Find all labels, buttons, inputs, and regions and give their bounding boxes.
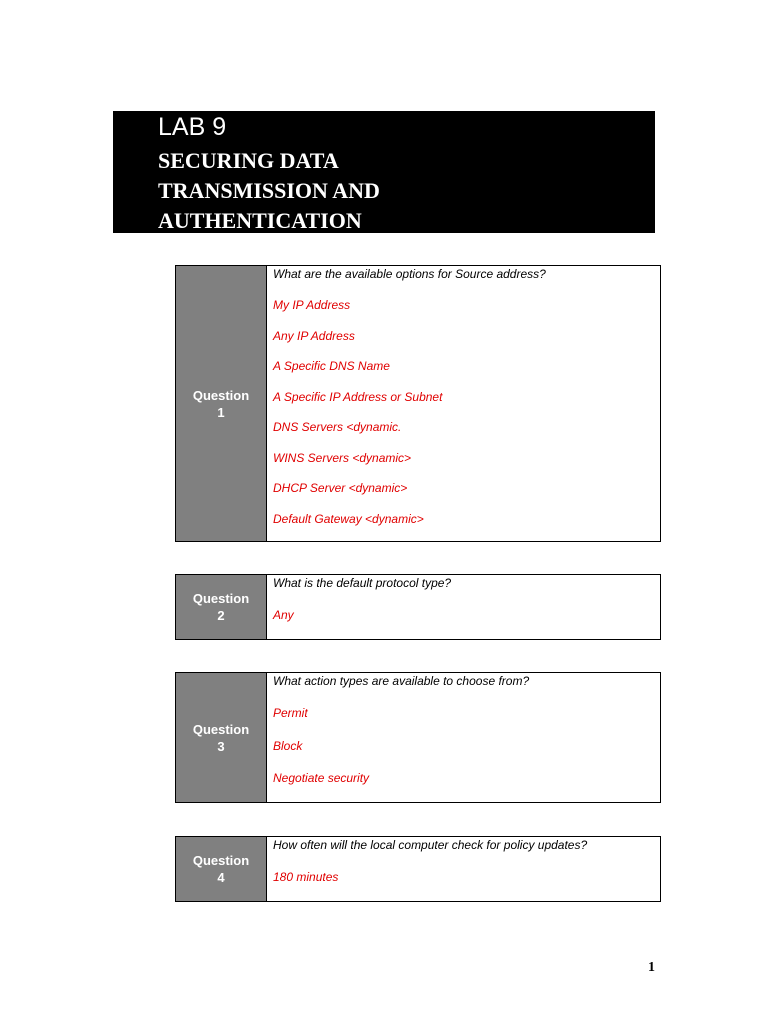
question-text: How often will the local computer check for policy updates? — [273, 838, 588, 852]
lab-title-line: SECURING DATA — [158, 148, 339, 173]
lab-title-line: TRANSMISSION AND — [158, 178, 380, 203]
question-label: Question — [192, 853, 250, 868]
answer-item: Default Gateway <dynamic> — [273, 512, 424, 526]
question-2-label-cell — [176, 575, 267, 639]
lab-header-banner — [113, 111, 655, 233]
question-number: 2 — [217, 608, 225, 623]
question-label: Question — [192, 721, 250, 737]
question-number: 3 — [217, 738, 225, 754]
question-1-content-cell — [267, 266, 660, 541]
question-1-table — [175, 265, 661, 542]
answer-item: Negotiate security — [273, 771, 370, 785]
page-number: 1 — [648, 960, 655, 975]
answer-item: Permit — [273, 706, 308, 720]
answer-item: A Specific DNS Name — [273, 359, 390, 373]
question-text: What action types are available to choose from? — [273, 674, 530, 688]
question-label: Question — [192, 591, 250, 606]
question-4-content-cell — [267, 837, 660, 901]
question-number: 4 — [217, 870, 225, 885]
question-text: What is the default protocol type? — [273, 576, 452, 590]
lab-number: LAB 9 — [158, 113, 227, 141]
question-3-label-cell — [176, 673, 267, 802]
question-3-table — [175, 672, 661, 803]
answer-item: DNS Servers <dynamic. — [273, 420, 402, 434]
question-label: Question — [192, 387, 250, 403]
question-2-table — [175, 574, 661, 640]
answer-item: 180 minutes — [273, 870, 339, 884]
answer-item: My IP Address — [273, 298, 351, 312]
answer-item: Any — [273, 608, 294, 622]
question-4-table — [175, 836, 661, 902]
answer-item: DHCP Server <dynamic> — [273, 481, 408, 495]
question-number: 1 — [217, 404, 225, 420]
lab-title-line: AUTHENTICATION — [158, 208, 362, 233]
answer-item: Any IP Address — [273, 329, 355, 343]
question-4-label-cell — [176, 837, 267, 901]
question-1-label-cell — [176, 266, 267, 541]
lab-title — [158, 146, 380, 236]
question-text: What are the available options for Source address? — [273, 267, 546, 281]
answer-item: WINS Servers <dynamic> — [273, 451, 412, 465]
question-2-content-cell — [267, 575, 660, 639]
answer-item: A Specific IP Address or Subnet — [273, 390, 443, 404]
question-3-content-cell — [267, 673, 660, 802]
answer-item: Block — [273, 739, 303, 753]
